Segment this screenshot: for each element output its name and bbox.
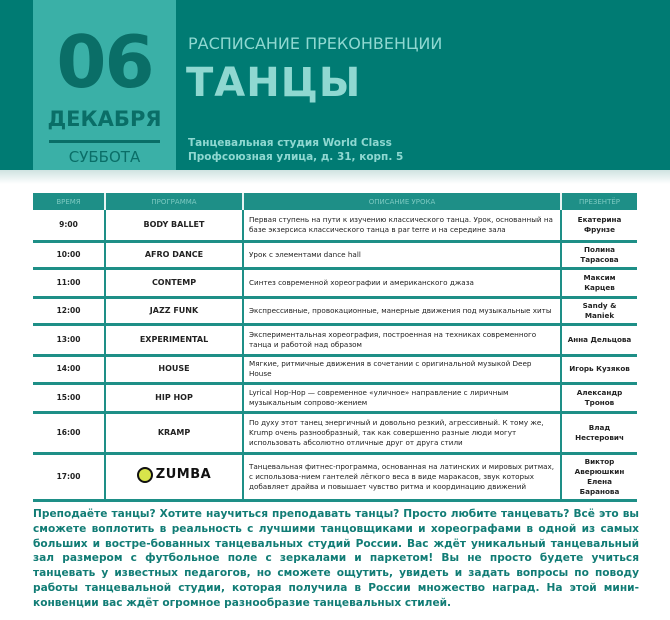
cell-presenter: Sandy & Maniek (561, 297, 637, 324)
cell-program: CONTEMP (105, 268, 243, 297)
cell-time: 9:00 (33, 210, 105, 241)
cell-program: KRAMP (105, 412, 243, 453)
cell-description: Экспериментальная хореография, построенная на техниках современного танца и работой над образом (243, 324, 561, 355)
table-row (33, 355, 637, 383)
page-title: ТАНЦЫ (186, 60, 362, 106)
cell-presenter: Максим Карцев (561, 268, 637, 297)
zumba-logo (137, 467, 211, 483)
header-shadow (0, 170, 670, 184)
cell-description: По духу этот танец энергичный и довольно резкий, агрессивный. К тому же, Krump очень разнообразный, так как совершенно разные люди могут использовать абсолютно отличные друг от друга стили (243, 412, 561, 453)
cell-description: Мягкие, ритмичные движения в сочетании с оригинальной музыкой Deep House (243, 355, 561, 383)
zumba-logo-text: ZUMBA (155, 467, 212, 482)
cell-description: Синтез современной хореографии и американского джаза (243, 268, 561, 297)
cell-description: Танцевальная фитнес-программа, основанная на латинских и мировых ритмах, с использова-нием гантелей лёгкого веса в виде маракасов, звук которых добавляет драйва и повышает чувство ритма и координацию движений (243, 453, 561, 500)
table-row (33, 210, 637, 241)
venue-name: Танцевальная студия World Class (188, 137, 392, 149)
table-row (33, 297, 637, 324)
cell-time: 16:00 (33, 412, 105, 453)
cell-program (105, 453, 243, 500)
date-divider (49, 140, 160, 143)
zumba-logo-icon (137, 467, 153, 483)
table-row (33, 412, 637, 453)
cell-time: 17:00 (33, 453, 105, 500)
column-header-program: ПРОГРАММА (105, 193, 243, 210)
cell-time: 12:00 (33, 297, 105, 324)
table-header-row (33, 193, 637, 210)
date-day: 06 (56, 20, 153, 104)
cell-presenter: Виктор Аверюшкин Елена Баранова (561, 453, 637, 500)
cell-presenter: Полина Тарасова (561, 241, 637, 268)
column-header-time: ВРЕМЯ (33, 193, 105, 210)
cell-description: Экспрессивные, провокационные, манерные движения под музыкальные хиты (243, 297, 561, 324)
cell-presenter: Влад Нестерович (561, 412, 637, 453)
venue-address: Профсоюзная улица, д. 31, корп. 5 (188, 151, 404, 163)
table-row (33, 268, 637, 297)
date-block (33, 0, 176, 170)
table-row (33, 383, 637, 412)
cell-program: AFRO DANCE (105, 241, 243, 268)
date-month: ДЕКАБРЯ (47, 107, 162, 131)
cell-time: 15:00 (33, 383, 105, 412)
table-row (33, 453, 637, 500)
cell-description: Урок с элементами dance hall (243, 241, 561, 268)
cell-program: HIP HOP (105, 383, 243, 412)
cell-program: BODY BALLET (105, 210, 243, 241)
cell-time: 14:00 (33, 355, 105, 383)
cell-program: EXPERIMENTAL (105, 324, 243, 355)
cell-program: JAZZ FUNK (105, 297, 243, 324)
venue (188, 136, 403, 164)
cell-description: Первая ступень на пути к изучению классического танца. Урок, основанный на базе экзерсиса классического танца в par terre и на середине зала (243, 210, 561, 241)
cell-time: 11:00 (33, 268, 105, 297)
cell-time: 10:00 (33, 241, 105, 268)
cell-description: Lyrical Hop-Hop — современное «уличное» направление с лиричным музыкальным сопрово-жением (243, 383, 561, 412)
schedule-table (33, 193, 637, 502)
intro-paragraph: Преподаёте танцы? Хотите научиться преподавать танцы? Просто любите танцевать? Всё это вы сможете воплотить в реальность с лучшими танцовщиками и хореографами в одной из самых больших и востре-бованных танцевальных студий России. Вас ждёт уникальный танцевальный зал размером с футбольное поле с зеркалами и паркетом! Вы не просто будете учиться танцевать у известных педагогов, но сможете ощутить, увидеть и задать вопросы по поводу работы танцевальной студии, которая получила в России множество наград. На этой мини-конвенции вас ждёт огромное разнообразие танцевальных стилей. (33, 508, 639, 609)
cell-time: 13:00 (33, 324, 105, 355)
cell-presenter: Игорь Кузяков (561, 355, 637, 383)
cell-presenter: Екатерина Фрунзе (561, 210, 637, 241)
cell-presenter: Анна Дельцова (561, 324, 637, 355)
table-row (33, 324, 637, 355)
page-subtitle: РАСПИСАНИЕ ПРЕКОНВЕНЦИИ (188, 34, 443, 53)
cell-program: HOUSE (105, 355, 243, 383)
table-row (33, 241, 637, 268)
cell-presenter: Александр Тронов (561, 383, 637, 412)
column-header-description: ОПИСАНИЕ УРОКА (243, 193, 561, 210)
column-header-presenter: ПРЕЗЕНТЁР (561, 193, 637, 210)
date-weekday: СУББОТА (68, 148, 141, 166)
